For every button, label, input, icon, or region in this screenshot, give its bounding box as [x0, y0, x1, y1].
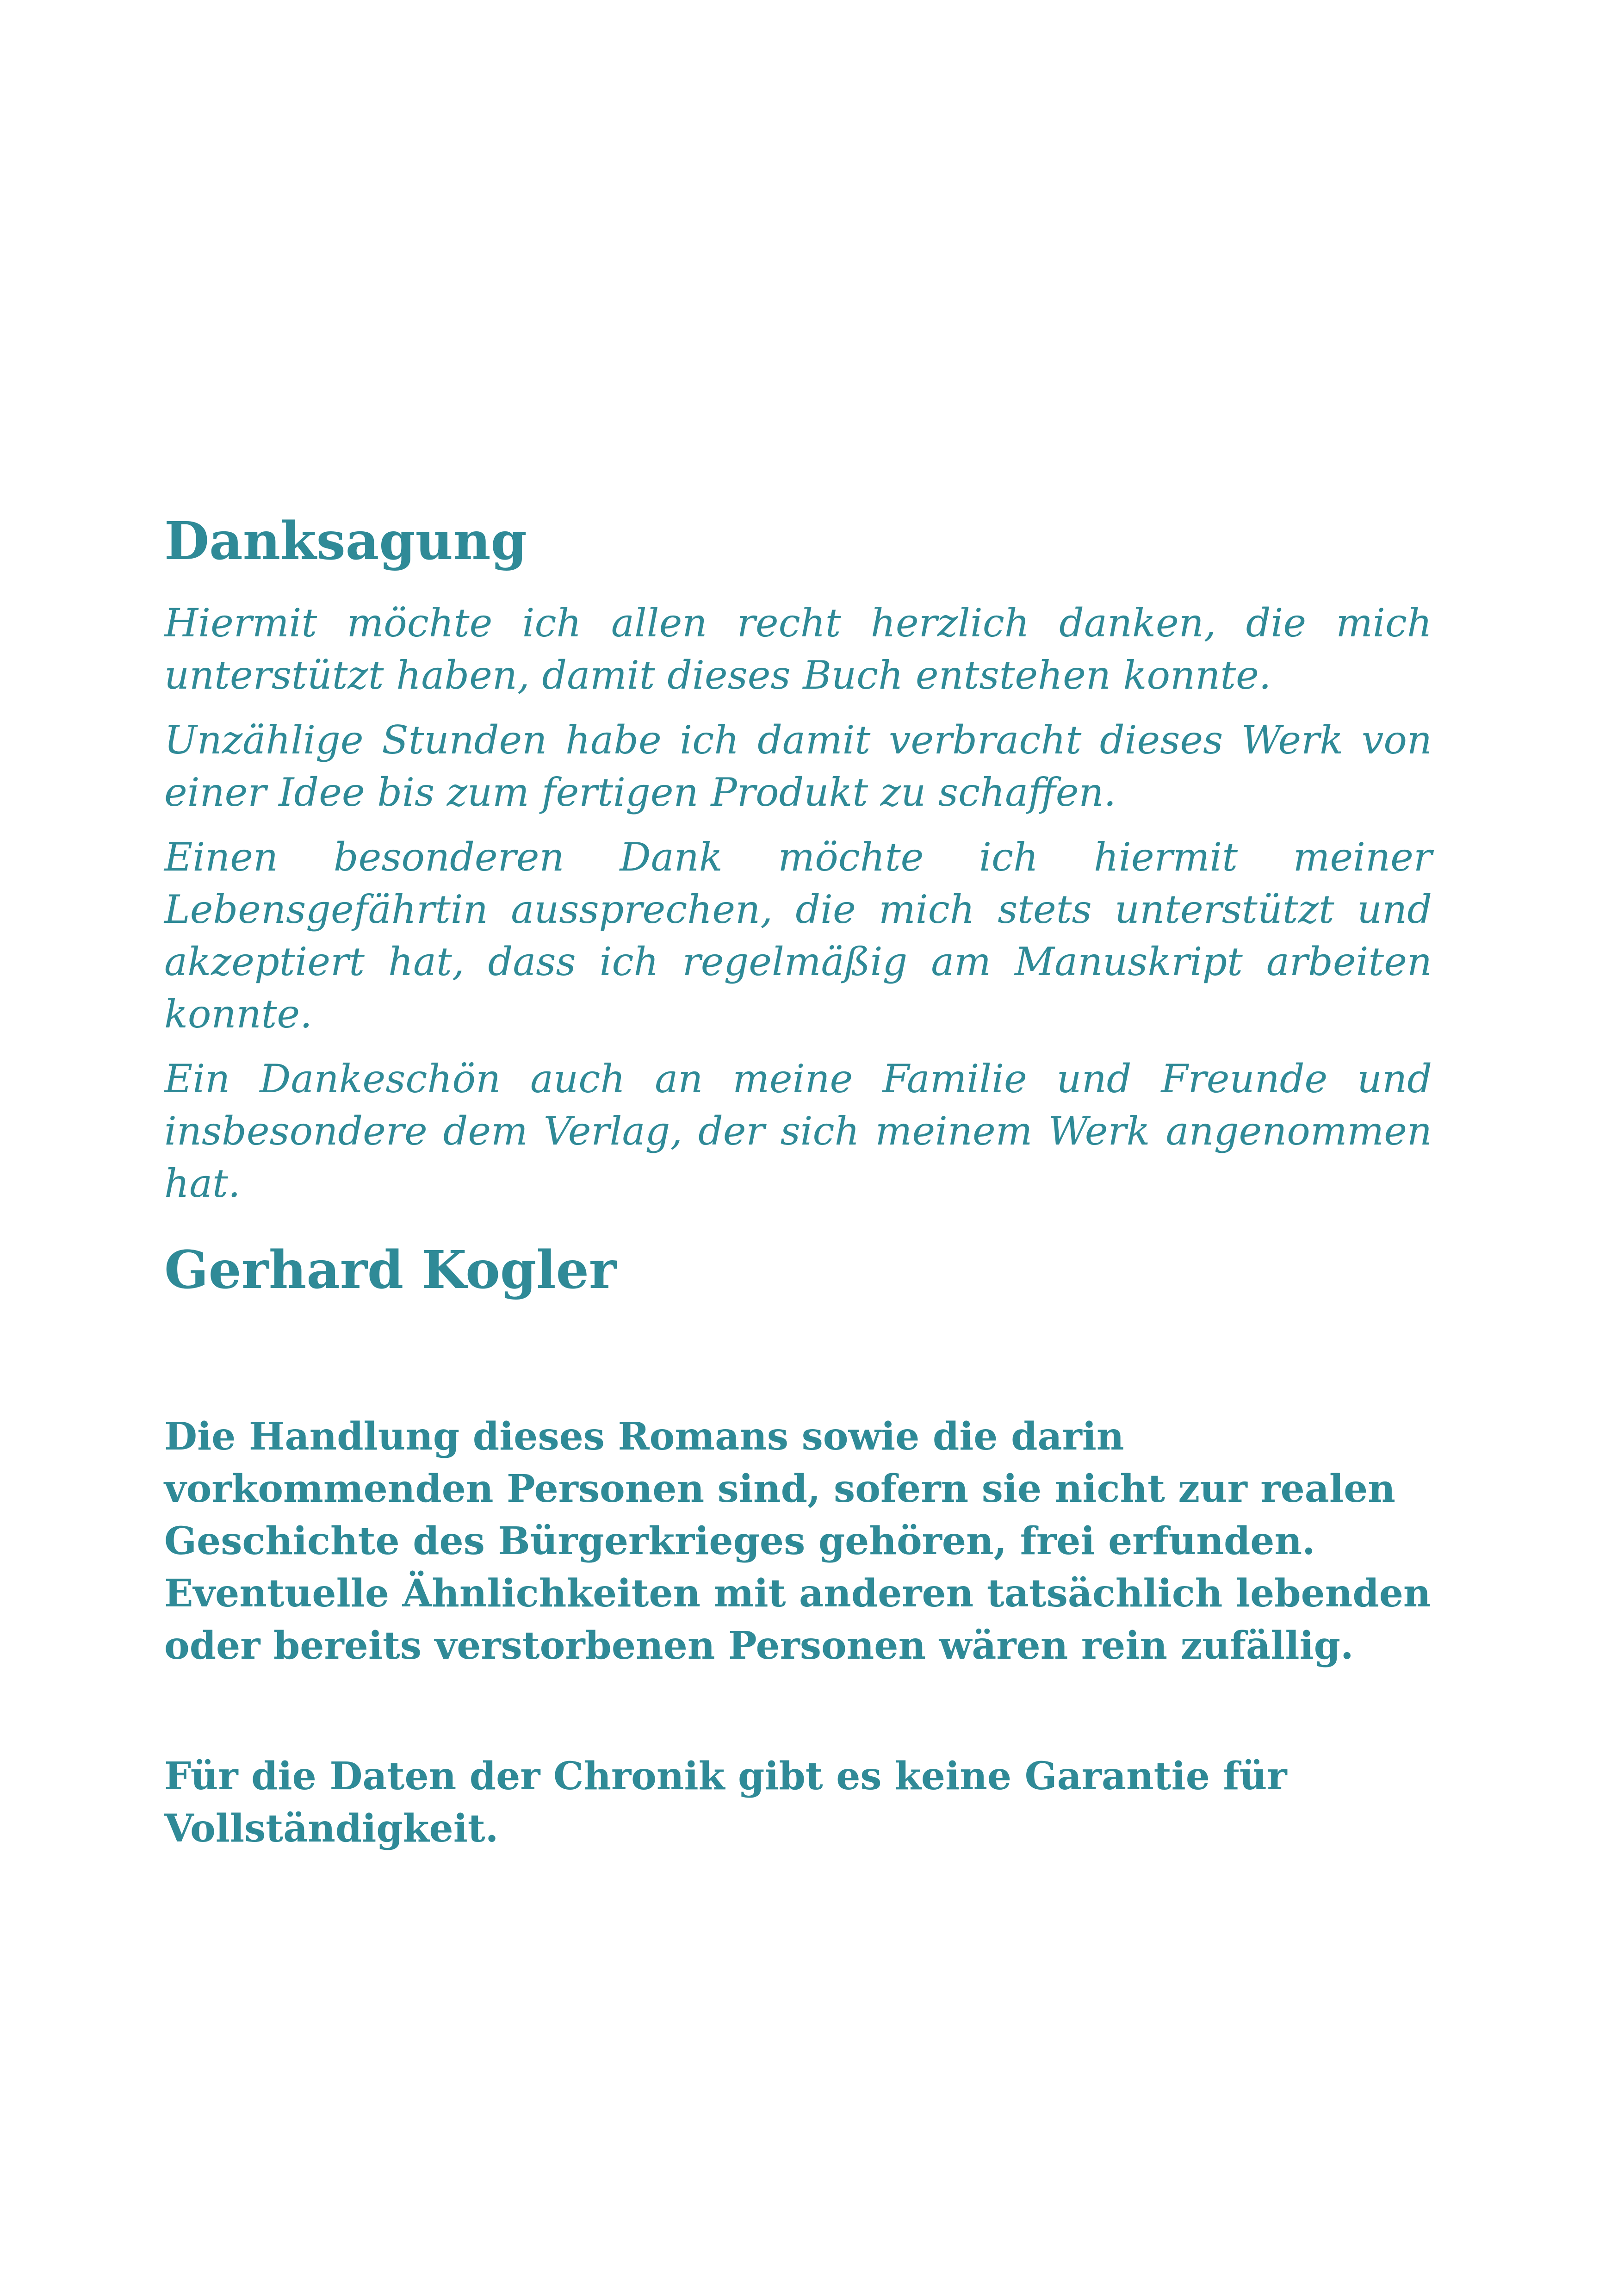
disclaimer-paragraph: Die Handlung dieses Romans sowie die darin vorkommenden Personen sind, sofern sie nicht zur realen Geschichte des Bürgerkrieges gehören, frei erfunden. Eventuelle Ähnlichkeiten mit anderen tatsächlich lebenden oder bereits verstorbenen Personen wären rein zufällig.: [164, 1414, 1431, 1668]
acknowledgement-paragraph: Hiermit möchte ich allen recht herzlich danken, die mich unterstützt haben, damit dieses Buch entstehen konnte.: [164, 600, 1432, 698]
acknowledgement-paragraph: Einen besonderen Dank möchte ich hiermit meiner Lebensgefährtin aussprechen, die mich stets unterstützt und akzeptiert hat, dass ich regelmäßig am Manuskript arbeiten konnte.: [164, 834, 1432, 1037]
acknowledgement-title: Danksagung: [164, 511, 527, 572]
fiction-disclaimer: [164, 1411, 1432, 1672]
acknowledgement-text: [164, 597, 1432, 1210]
acknowledgement-paragraph: Ein Dankeschön auch an meine Familie und Freunde und insbesondere dem Verlag, der sich meinem Werk angenommen hat.: [164, 1056, 1432, 1206]
acknowledgement-paragraph: Unzählige Stunden habe ich damit verbracht dieses Werk von einer Idee bis zum fertigen Produkt zu schaffen.: [164, 717, 1432, 815]
book-page: [164, 0, 1432, 2296]
chronicle-note-paragraph: Für die Daten der Chronik gibt es keine Garantie für Vollständigkeit.: [164, 1754, 1287, 1851]
chronicle-note: [164, 1750, 1432, 1855]
author-name: Gerhard Kogler: [164, 1240, 616, 1300]
